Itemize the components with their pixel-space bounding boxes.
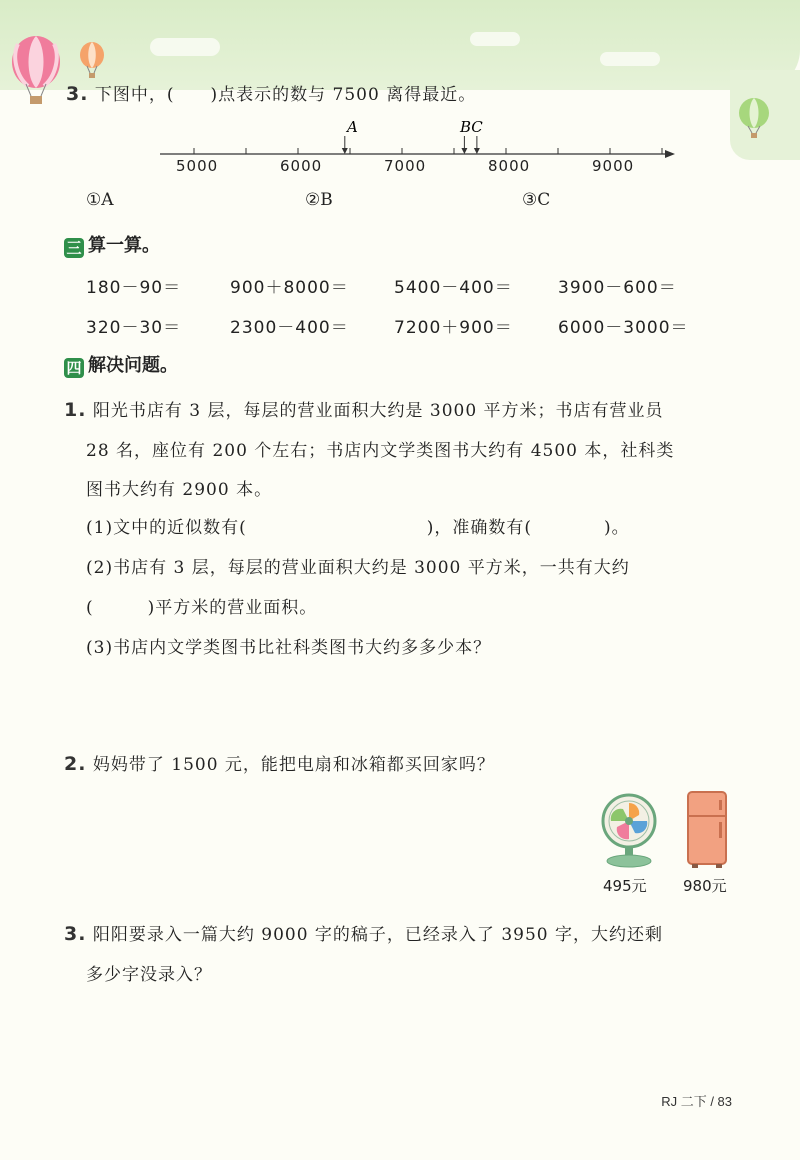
- cloud-decoration: [470, 32, 520, 46]
- problem-1-line-1: [64, 396, 664, 421]
- option-c[interactable]: ③C: [522, 190, 551, 210]
- question-number: 3.: [64, 923, 87, 945]
- header-banner: [0, 0, 800, 90]
- tick-label: 8000: [488, 157, 531, 175]
- fridge-price: 980元: [683, 877, 727, 895]
- tick-label: 9000: [592, 157, 635, 175]
- number-line-arrow: [665, 150, 675, 158]
- cloud-decoration: [600, 52, 660, 66]
- question-number: 3.: [66, 83, 89, 105]
- problem-1-line-3: 图书大约有 2900 本。: [86, 480, 273, 500]
- calc-item: 900＋8000＝: [230, 278, 349, 298]
- calc-item: 180－90＝: [86, 278, 182, 298]
- electric-fan-icon: [598, 793, 660, 869]
- problem-1-sub-2a: (2)书店有 3 层，每层的营业面积大约是 3000 平方米，一共有大约: [86, 558, 630, 578]
- tick-label: 5000: [176, 157, 219, 175]
- calc-item: 6000－3000＝: [558, 318, 689, 338]
- calc-item: 7200＋900＝: [394, 318, 513, 338]
- section-title: 算一算。: [88, 235, 160, 256]
- problem-3-line-1: [64, 920, 663, 945]
- point-label-a: A: [347, 118, 358, 136]
- section-4-heading: [64, 351, 178, 378]
- problem-2: [64, 750, 495, 775]
- problem-1-sub-3: (3)书店内文学类图书比社科类图书大约多多少本？: [86, 638, 492, 658]
- tick-label: 6000: [280, 157, 323, 175]
- cloud-decoration: [150, 38, 220, 56]
- hot-air-balloon-icon: [8, 36, 64, 106]
- section-3-heading: [64, 231, 160, 258]
- problem-text: 阳阳要录入一篇大约 9000 字的稿子，已经录入了 3950 字，大约还剩: [92, 925, 664, 945]
- question-3-top: [66, 80, 476, 105]
- calc-item: 5400－400＝: [394, 278, 513, 298]
- option-b[interactable]: ②B: [305, 190, 333, 210]
- question-number: 2.: [64, 753, 87, 775]
- calc-item: 3900－600＝: [558, 278, 677, 298]
- fan-price: 495元: [603, 877, 647, 895]
- problem-text: 妈妈带了 1500 元，能把电扇和冰箱都买回家吗？: [92, 755, 495, 775]
- point-arrowhead-b: [461, 148, 467, 154]
- calc-item: 2300－400＝: [230, 318, 349, 338]
- problem-3-line-2: 多少字没录入？: [86, 965, 212, 985]
- question-text: 下图中，( )点表示的数与 7500 离得最近。: [94, 85, 477, 105]
- point-arrowhead-a: [342, 148, 348, 154]
- page-footer: RJ 二下 / 83: [661, 1094, 732, 1109]
- section-badge: 四: [64, 358, 84, 378]
- option-a[interactable]: ①A: [86, 190, 114, 210]
- hot-air-balloon-icon: [78, 42, 106, 80]
- question-number: 1.: [64, 399, 87, 421]
- section-title: 解决问题。: [88, 355, 178, 376]
- section-badge: 三: [64, 238, 84, 258]
- point-arrowhead-c: [474, 148, 480, 154]
- problem-1-line-2: 28 名，座位有 200 个左右；书店内文学类图书大约有 4500 本，社科类: [86, 441, 675, 461]
- problem-text: 阳光书店有 3 层，每层的营业面积大约是 3000 平方米；书店有营业员: [92, 401, 664, 421]
- tick-label: 7000: [384, 157, 427, 175]
- hot-air-balloon-icon: [737, 98, 771, 140]
- refrigerator-icon: [686, 790, 728, 870]
- calc-item: 320－30＝: [86, 318, 182, 338]
- point-label-bc: BC: [460, 118, 483, 136]
- problem-1-sub-2b: ( )平方米的营业面积。: [86, 598, 318, 618]
- problem-1-sub-1: (1)文中的近似数有( )，准确数有( )。: [86, 518, 630, 538]
